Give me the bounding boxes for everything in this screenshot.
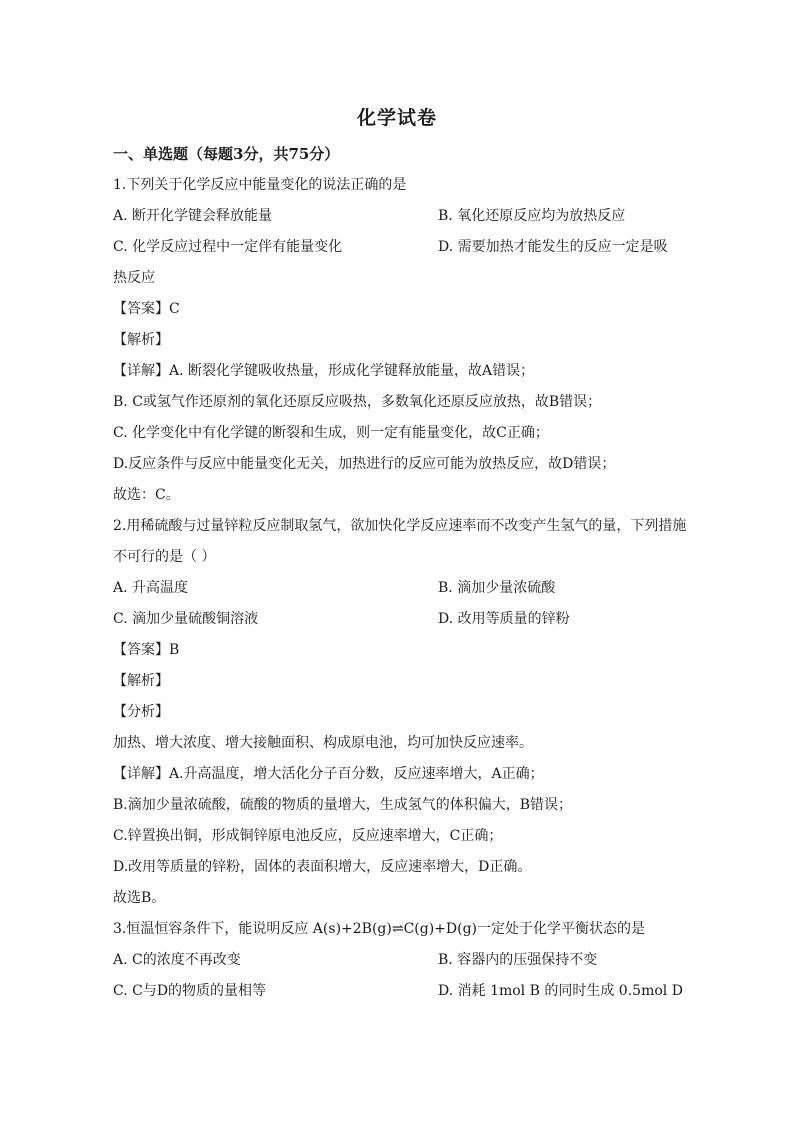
q1-option-a: A. 断开化学键会释放能量	[113, 208, 273, 224]
q2-detail-c: C.锌置换出铜，形成铜锌原电池反应，反应速率增大，C正确；	[113, 828, 503, 844]
q2-detail-b: B.滴加少量浓硫酸，硫酸的物质的量增大，生成氢气的体积偏大，B错误；	[113, 797, 573, 813]
q1-answer: 【答案】C	[113, 301, 180, 317]
q3-option-d: D. 消耗 1mol B 的同时生成 0.5mol D	[438, 983, 683, 999]
q2-analyze-text: 加热、增大浓度、增大接触面积、构成原电池，均可加快反应速率。	[113, 735, 533, 751]
section-heading: 一、单选题（每题3分，共75分）	[113, 145, 340, 163]
q1-option-d-continued: 热反应	[113, 270, 155, 286]
q1-detail-c: C. 化学变化中有化学键的断裂和生成，则一定有能量变化，故C正确；	[113, 425, 549, 441]
q2-conclusion: 故选B。	[113, 890, 166, 906]
q2-detail-d: D.改用等质量的锌粉，固体的表面积增大，反应速率增大，D正确。	[113, 859, 532, 875]
q2-option-d: D. 改用等质量的锌粉	[438, 611, 570, 627]
q1-option-c: C. 化学反应过程中一定伴有能量变化	[113, 239, 343, 255]
q1-detail-a: 【详解】A. 断裂化学键吸收热量，形成化学键释放能量，故A错误；	[113, 363, 535, 379]
q1-options-row-1	[113, 201, 683, 232]
q2-detail-a: 【详解】A.升高温度，增大活化分子百分数，反应速率增大，A正确；	[113, 766, 544, 782]
q3-stem: 3.恒温恒容条件下，能说明反应 A(s)+2B(g)⇌C(g)+D(g)一定处于化学平衡状态的是	[113, 921, 646, 937]
q1-detail-d: D.反应条件与反应中能量变化无关，加热进行的反应可能为放热反应，故D错误；	[113, 456, 616, 472]
q3-option-b: B. 容器内的压强保持不变	[438, 952, 598, 968]
q2-options-row-1	[113, 573, 683, 604]
q3-option-c: C. C与D的物质的量相等	[113, 983, 267, 999]
q2-option-b: B. 滴加少量浓硫酸	[438, 580, 556, 596]
q1-option-b: B. 氧化还原反应均为放热反应	[438, 208, 626, 224]
q3-options-row-1	[113, 945, 683, 976]
q1-detail-b: B. C或氢气作还原剂的氧化还原反应吸热，多数氧化还原反应放热，故B错误；	[113, 394, 602, 410]
q2-analysis-tag: 【解析】	[113, 673, 169, 689]
exam-content	[113, 139, 687, 1007]
page-title: 化学试卷	[356, 107, 437, 129]
q2-stem-continued: 不可行的是（ ）	[113, 549, 216, 565]
q2-options-row-2	[113, 604, 683, 635]
q2-analyze-tag: 【分析】	[113, 704, 169, 720]
q3-options-row-2	[113, 976, 683, 1007]
q2-option-a: A. 升高温度	[113, 580, 189, 596]
q1-option-d: D. 需要加热才能发生的反应一定是吸	[438, 239, 668, 255]
q2-stem: 2.用稀硫酸与过量锌粒反应制取氢气，欲加快化学反应速率而不改变产生氢气的量，下列措施	[113, 518, 687, 534]
q2-option-c: C. 滴加少量硫酸铜溶液	[113, 611, 259, 627]
q1-stem: 1.下列关于化学反应中能量变化的说法正确的是	[113, 177, 407, 193]
q2-answer: 【答案】B	[113, 642, 180, 658]
q1-options-row-2	[113, 232, 683, 263]
q1-conclusion: 故选：C。	[113, 487, 180, 503]
q3-option-a: A. C的浓度不再改变	[113, 952, 241, 968]
q1-analysis-tag: 【解析】	[113, 332, 169, 348]
